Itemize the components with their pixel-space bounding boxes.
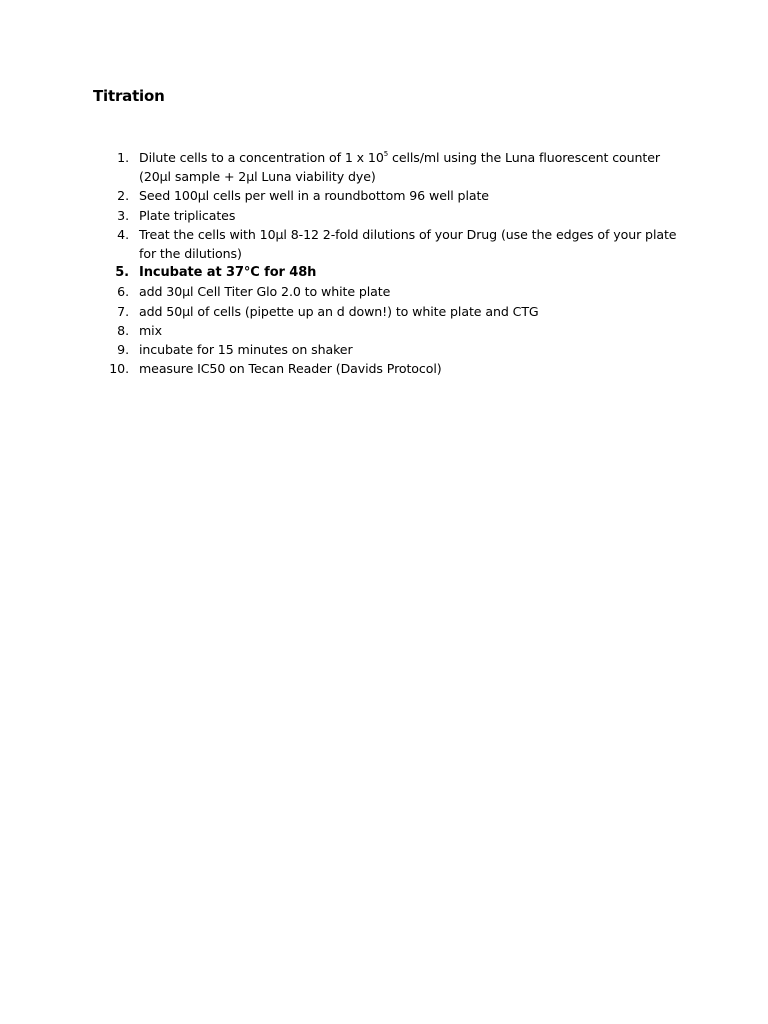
step-number: 10. bbox=[109, 361, 129, 377]
step-3 bbox=[93, 206, 683, 225]
step-10 bbox=[93, 359, 683, 378]
step-number: 2. bbox=[117, 188, 129, 204]
step-number: 9. bbox=[117, 342, 129, 358]
step-number: 7. bbox=[117, 303, 129, 319]
document-title: Titration bbox=[93, 87, 165, 105]
step-text: mix bbox=[139, 322, 162, 338]
step-text: add 50µl of cells (pipette up an d down!) to white plate and CTG bbox=[139, 303, 539, 319]
step-superscript: 5 bbox=[383, 150, 389, 158]
step-number: 1. bbox=[117, 150, 129, 165]
step-1 bbox=[93, 148, 683, 186]
step-text: measure IC50 on Tecan Reader (Davids Protocol) bbox=[139, 361, 442, 377]
step-text: Treat the cells with 10µl 8-12 2-fold dilutions of your Drug (use the edges of your plate for the dilutions) bbox=[139, 226, 677, 262]
step-text: Incubate at 37°C for 48h bbox=[139, 265, 317, 281]
step-2 bbox=[93, 186, 683, 205]
step-number: 6. bbox=[117, 284, 129, 300]
step-text-continued: cells/ml using the Luna fluorescent counter (20µl sample + 2µl Luna viability dye) bbox=[139, 150, 660, 185]
step-number: 4. bbox=[117, 226, 129, 242]
step-text: add 30µl Cell Titer Glo 2.0 to white plate bbox=[139, 284, 391, 300]
step-number: 5. bbox=[115, 265, 129, 281]
step-text: incubate for 15 minutes on shaker bbox=[139, 342, 353, 358]
step-8 bbox=[93, 321, 683, 340]
step-6 bbox=[93, 282, 683, 301]
step-number: 3. bbox=[117, 207, 129, 223]
step-number: 8. bbox=[117, 322, 129, 338]
step-9 bbox=[93, 340, 683, 359]
step-5 bbox=[93, 263, 683, 282]
step-7 bbox=[93, 302, 683, 321]
step-text: Dilute cells to a concentration of 1 x 10 bbox=[139, 150, 384, 165]
step-text: Seed 100µl cells per well in a roundbottom 96 well plate bbox=[139, 188, 489, 204]
protocol-steps-list bbox=[93, 148, 683, 378]
step-4 bbox=[93, 225, 683, 263]
step-text: Plate triplicates bbox=[139, 207, 236, 223]
